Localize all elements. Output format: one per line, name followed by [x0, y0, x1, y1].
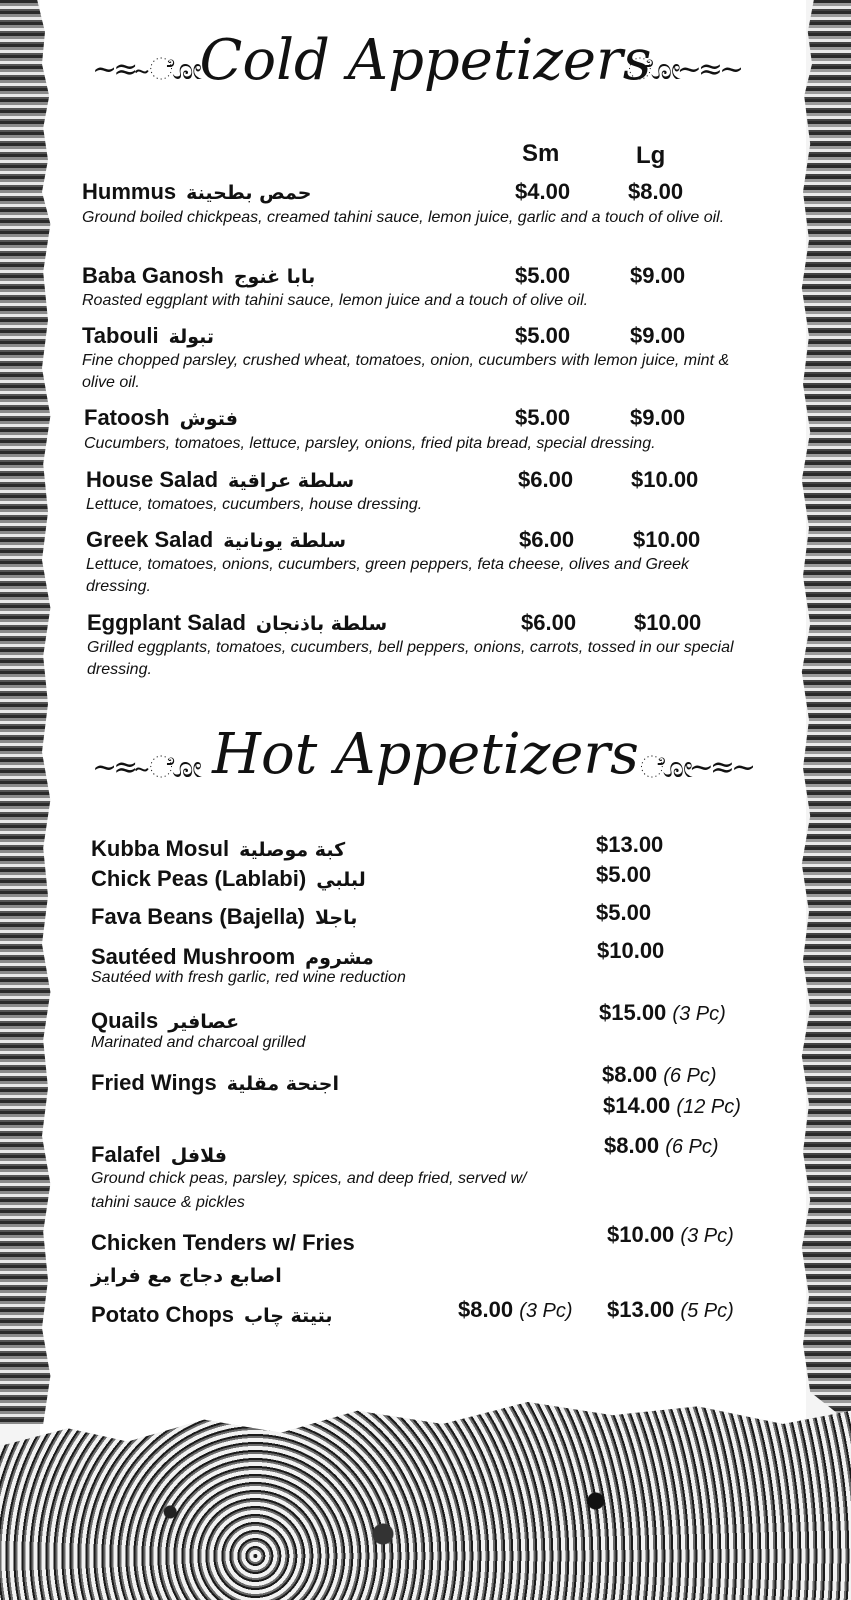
menu-item-name: Falafel فلافل: [91, 1142, 227, 1167]
menu-item-description: Fine chopped parsley, crushed wheat, tomatoes, onion, cucumbers with lemon juice, mint & olive oil.: [82, 352, 730, 391]
menu-item-name: Quails عصافير: [91, 1008, 240, 1033]
menu-item-arabic: اصابع دجاج مع فرايز: [91, 1265, 282, 1287]
column-header-large: Lg: [636, 142, 666, 169]
menu-item-description: Marinated and charcoal grilled: [91, 1034, 306, 1051]
price-small: $6.00: [518, 467, 574, 492]
menu-item-name: Chicken Tenders w/ Fries: [91, 1230, 355, 1255]
item-price: $5.00: [596, 900, 652, 925]
price-large: $9.00: [630, 405, 686, 430]
menu-item-name: Fatoosh فتوش: [84, 405, 238, 430]
price-large: $10.00: [634, 610, 702, 635]
item-price: $10.00 (3 Pc): [607, 1222, 734, 1247]
menu-item-description: Grilled eggplants, tomatoes, cucumbers, bell peppers, onions, carrots, tossed in our special dressing.: [87, 639, 734, 678]
menu-item-name: Kubba Mosul كبة موصلية: [91, 836, 346, 861]
menu-item-name: Greek Salad سلطة يونانية: [86, 527, 347, 552]
menu-item-description: Roasted eggplant with tahini sauce, lemon juice and a touch of olive oil.: [82, 292, 589, 309]
price-large: $10.00: [633, 527, 701, 552]
menu-item-name: Tabouli تبولة: [82, 323, 215, 348]
menu-item-name: Baba Ganosh بابا غنوج: [82, 263, 316, 288]
menu-item-name: Fried Wings اجنحة مقلية: [91, 1070, 339, 1095]
menu-item-description: Ground chick peas, parsley, spices, and deep fried, served w/ tahini sauce & pickles: [91, 1170, 527, 1211]
price-small: $5.00: [515, 405, 571, 430]
item-price: $5.00: [596, 862, 652, 887]
column-header-small: Sm: [522, 140, 560, 167]
flourish-left-icon: ~≈~ೋ: [92, 750, 198, 785]
price-small: $5.00: [515, 323, 571, 348]
flourish-left-icon: ~≈~ೋ: [92, 52, 198, 87]
item-price: $15.00 (3 Pc): [599, 1000, 726, 1025]
menu-item-description: Sautéed with fresh garlic, red wine reduction: [91, 969, 406, 986]
menu-item-name: Eggplant Salad سلطة باذنجان: [87, 610, 388, 635]
menu-item-name: Fava Beans (Bajella) باجلا: [91, 904, 358, 929]
item-price: $8.00 (3 Pc): [458, 1297, 573, 1322]
price-small: $6.00: [519, 527, 575, 552]
flourish-right-icon: ೋ~≈~: [628, 52, 741, 87]
item-price-alt: $14.00 (12 Pc): [603, 1093, 741, 1118]
menu-item-description: Cucumbers, tomatoes, lettuce, parsley, onions, fried pita bread, special dressing.: [84, 435, 656, 452]
item-price: $8.00 (6 Pc): [604, 1133, 719, 1158]
menu-item-name: Hummus حمص بطحينة: [82, 179, 312, 204]
price-small: $4.00: [515, 179, 571, 204]
cold-section-title: Cold Appetizers: [199, 28, 652, 93]
item-price: $13.00: [596, 832, 664, 857]
menu-item-description: Ground boiled chickpeas, creamed tahini sauce, lemon juice, garlic and a touch of olive oil.: [82, 209, 725, 226]
price-large: $9.00: [630, 323, 686, 348]
item-price-alt: $13.00 (5 Pc): [607, 1297, 734, 1322]
price-large: $8.00: [628, 179, 684, 204]
price-small: $6.00: [521, 610, 577, 635]
item-price: $8.00 (6 Pc): [602, 1062, 717, 1087]
price-large: $10.00: [631, 467, 699, 492]
menu-item-name: House Salad سلطة عراقية: [86, 467, 355, 492]
price-small: $5.00: [515, 263, 571, 288]
menu-item-description: Lettuce, tomatoes, onions, cucumbers, green peppers, feta cheese, olives and Greek dressing.: [86, 556, 690, 595]
hot-section-title: Hot Appetizers: [212, 722, 639, 787]
menu-item-name: Potato Chops بتيتة چاب: [91, 1302, 333, 1327]
item-price: $10.00: [597, 938, 665, 963]
menu-item-name: Sautéed Mushroom مشروم: [91, 944, 374, 969]
price-large: $9.00: [630, 263, 686, 288]
menu-item-description: Lettuce, tomatoes, cucumbers, house dressing.: [86, 496, 423, 513]
menu-item-name: Chick Peas (Lablabi) لبلبي: [91, 866, 366, 891]
flourish-right-icon: ೋ~≈~: [640, 750, 753, 785]
